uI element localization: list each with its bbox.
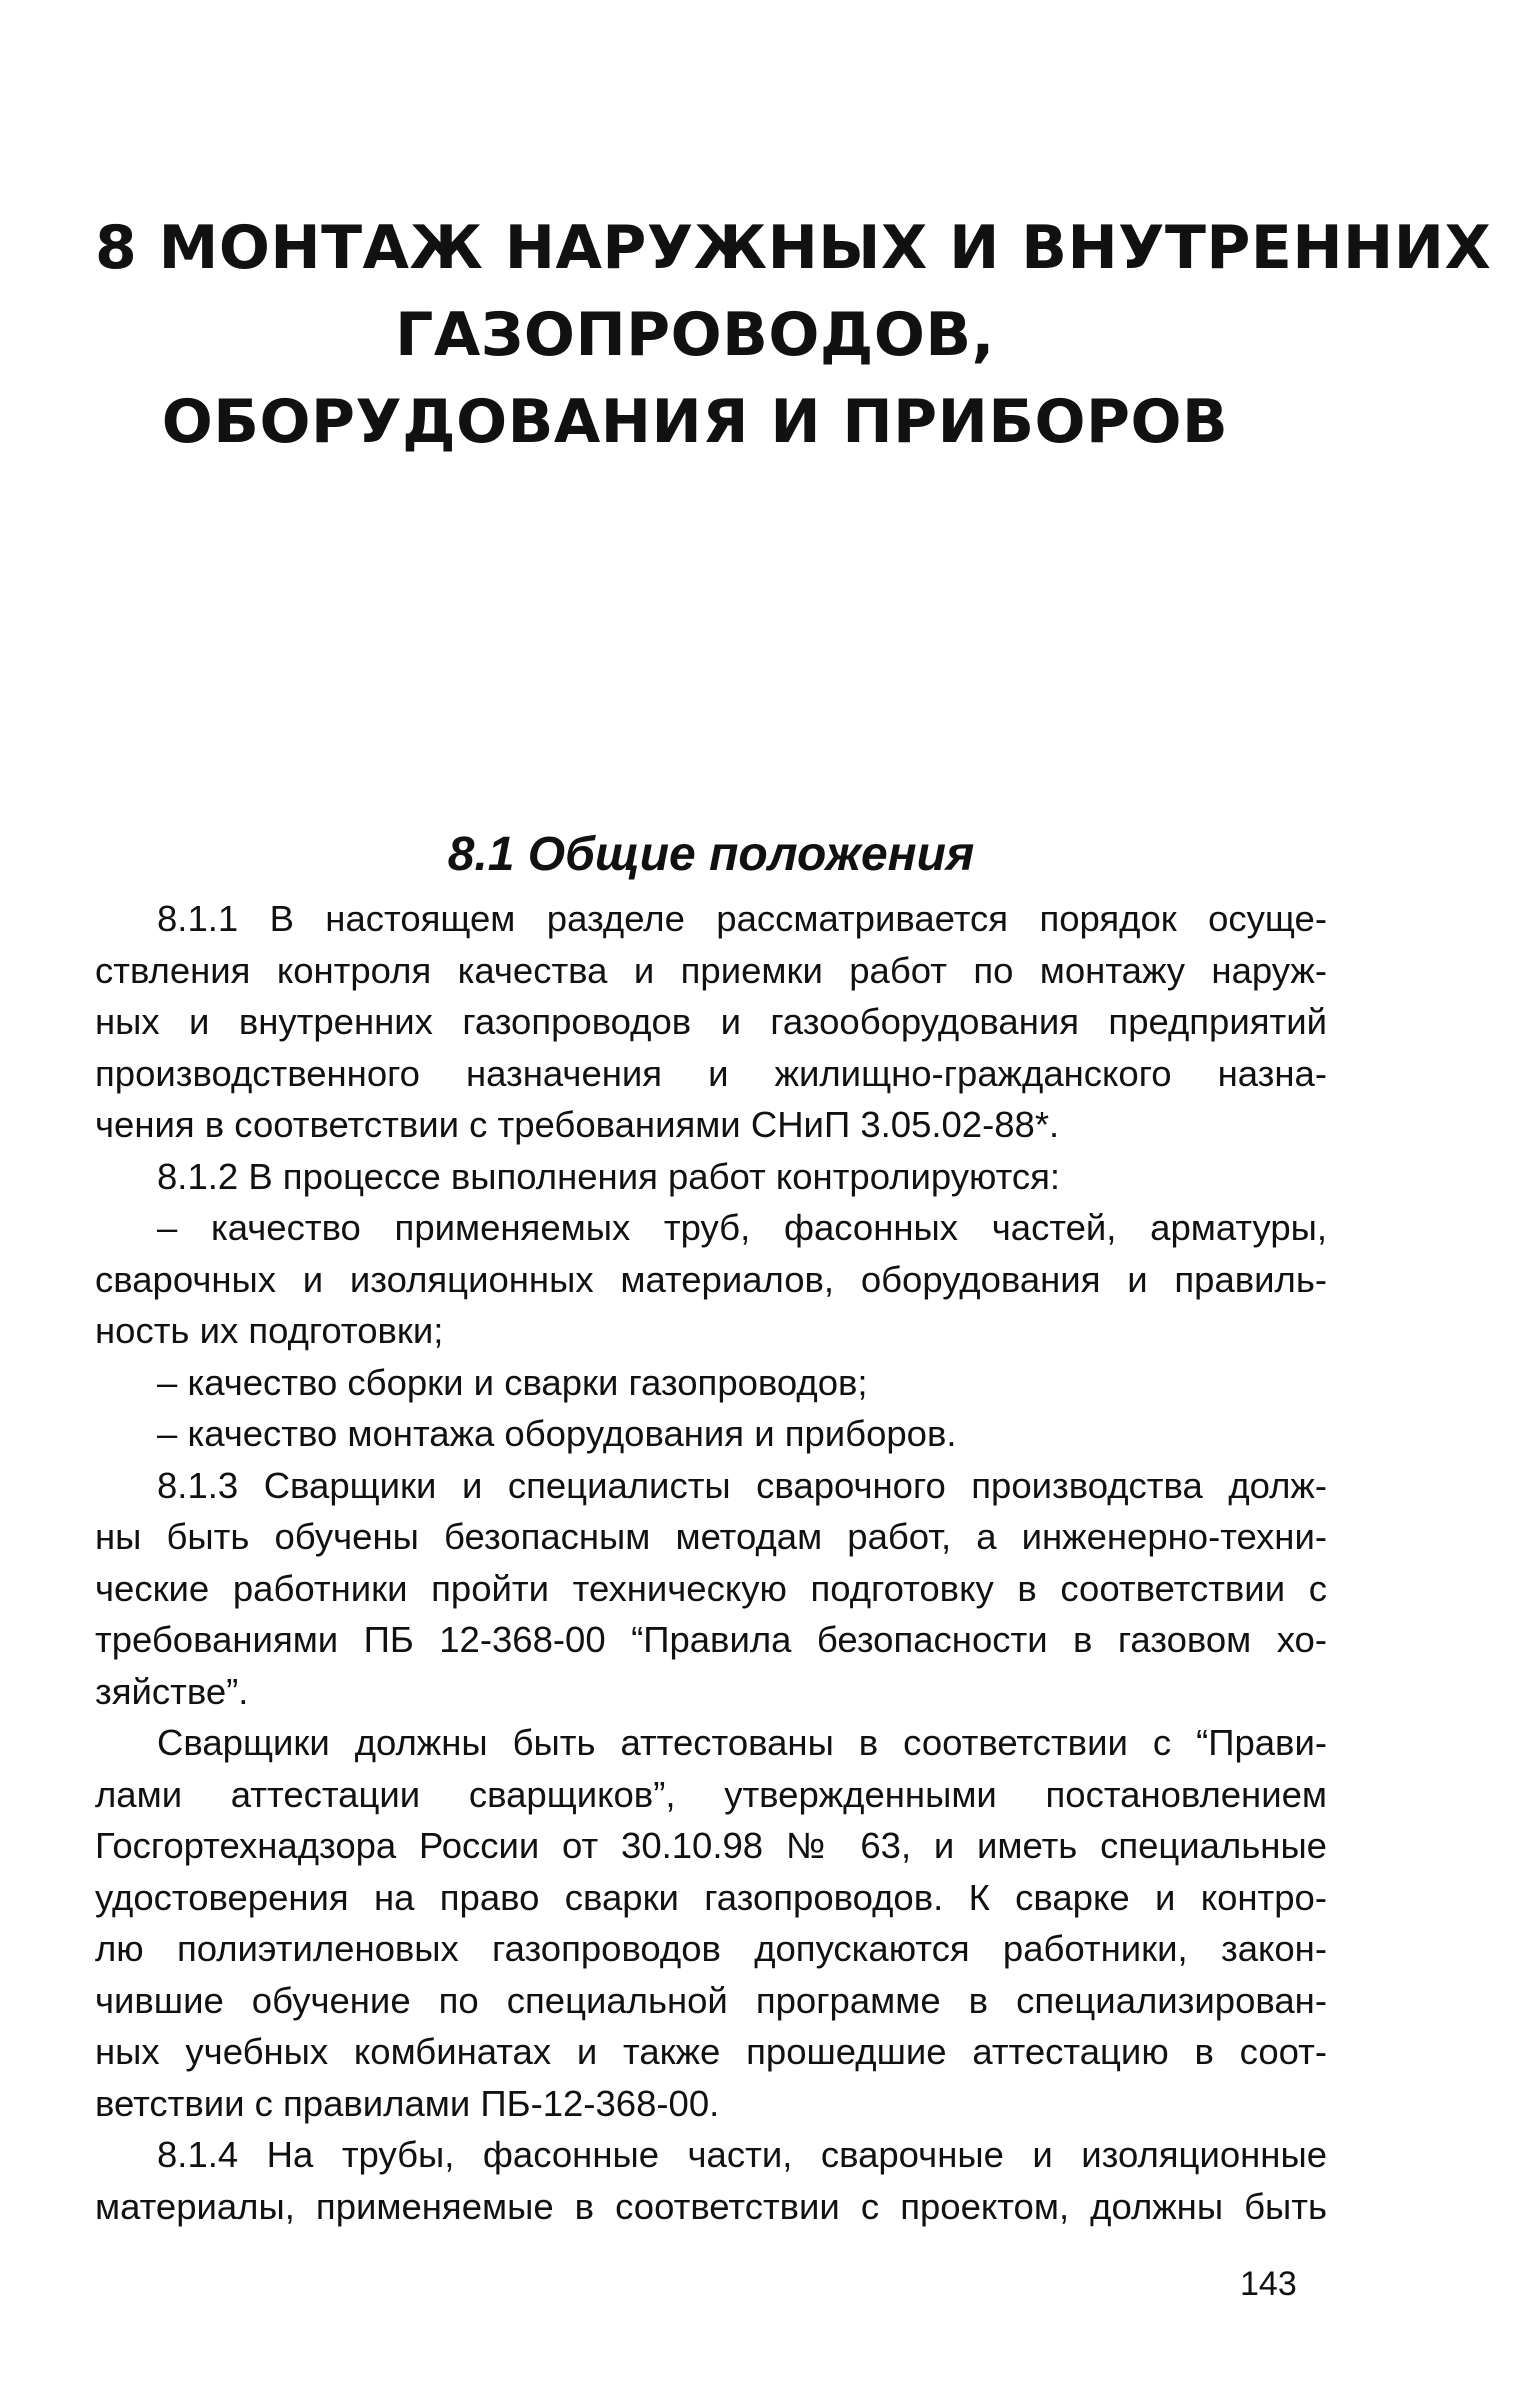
paragraph-line: 8.1.2 В процессе выполнения работ контролируются: bbox=[157, 1155, 1061, 1197]
paragraph-line: ных и внутренних газопроводов и газооборудования предприятий bbox=[95, 1001, 1327, 1042]
list-item-line: – качество сборки и сварки газопроводов; bbox=[157, 1361, 868, 1403]
list-item-line: – качество монтажа оборудования и приборов. bbox=[157, 1413, 957, 1454]
paragraph-line: ческие работники пройти техническую подготовку в соответствии с bbox=[95, 1567, 1327, 1609]
paragraph-line: лю полиэтиленовых газопроводов допускаются работники, закон- bbox=[95, 1928, 1327, 1969]
chapter-title-line: 8 МОНТАЖ НАРУЖНЫХ И ВНУТРЕННИХ bbox=[95, 213, 1492, 283]
list-item-line: сварочных и изоляционных материалов, оборудования и правиль- bbox=[95, 1258, 1327, 1300]
body-text bbox=[95, 893, 1327, 2232]
list-item-line: ность их подготовки; bbox=[95, 1310, 444, 1351]
paragraph-line: производственного назначения и жилищно-гражданского назна- bbox=[95, 1052, 1327, 1094]
page-number: 143 bbox=[1240, 2265, 1297, 2303]
paragraph-line: Госгортехнадзора России от 30.10.98 № 63, и иметь специальные bbox=[95, 1825, 1327, 1866]
paragraph-line: ных учебных комбинатах и также прошедшие аттестацию в соот- bbox=[95, 2031, 1327, 2072]
chapter-title-line: ОБОРУДОВАНИЯ И ПРИБОРОВ bbox=[161, 387, 1229, 457]
paragraph-line: 8.1.4 На трубы, фасонные части, сварочные и изоляционные bbox=[157, 2134, 1327, 2175]
paragraph-line: материалы, применяемые в соответствии с проектом, должны быть bbox=[95, 2185, 1327, 2227]
paragraph-line: лами аттестации сварщиков”, утвержденными постановлением bbox=[95, 1773, 1327, 1815]
paragraph-line: 8.1.1 В настоящем разделе рассматривается порядок осуще- bbox=[157, 898, 1327, 939]
paragraph-line: Сварщики должны быть аттестованы в соответствии с “Прави- bbox=[157, 1722, 1327, 1763]
paragraph-line: зяйстве”. bbox=[95, 1670, 249, 1712]
paragraph-line: ветствии с правилами ПБ-12-368-00. bbox=[95, 2082, 720, 2124]
chapter-title-line: ГАЗОПРОВОДОВ, bbox=[395, 300, 995, 370]
section-title: 8.1 Общие положения bbox=[447, 828, 975, 881]
paragraph-line: чения в соответствии с требованиями СНиП 3.05.02-88*. bbox=[95, 1104, 1060, 1145]
paragraph-line: ствления контроля качества и приемки работ по монтажу наруж- bbox=[95, 949, 1327, 991]
paragraph-line: 8.1.3 Сварщики и специалисты сварочного производства долж- bbox=[157, 1464, 1327, 1506]
paragraph-line: ны быть обучены безопасным методам работ, а инженерно-техни- bbox=[95, 1516, 1327, 1557]
paragraph-line: чившие обучение по специальной программе в специализирован- bbox=[95, 1979, 1327, 2021]
paragraph-line: удостоверения на право сварки газопроводов. К сварке и контро- bbox=[95, 1876, 1327, 1918]
paragraph-line: требованиями ПБ 12-368-00 “Правила безопасности в газовом хо- bbox=[95, 1619, 1327, 1660]
list-item-line: – качество применяемых труб, фасонных частей, арматуры, bbox=[157, 1207, 1327, 1248]
chapter-title bbox=[95, 205, 1492, 466]
